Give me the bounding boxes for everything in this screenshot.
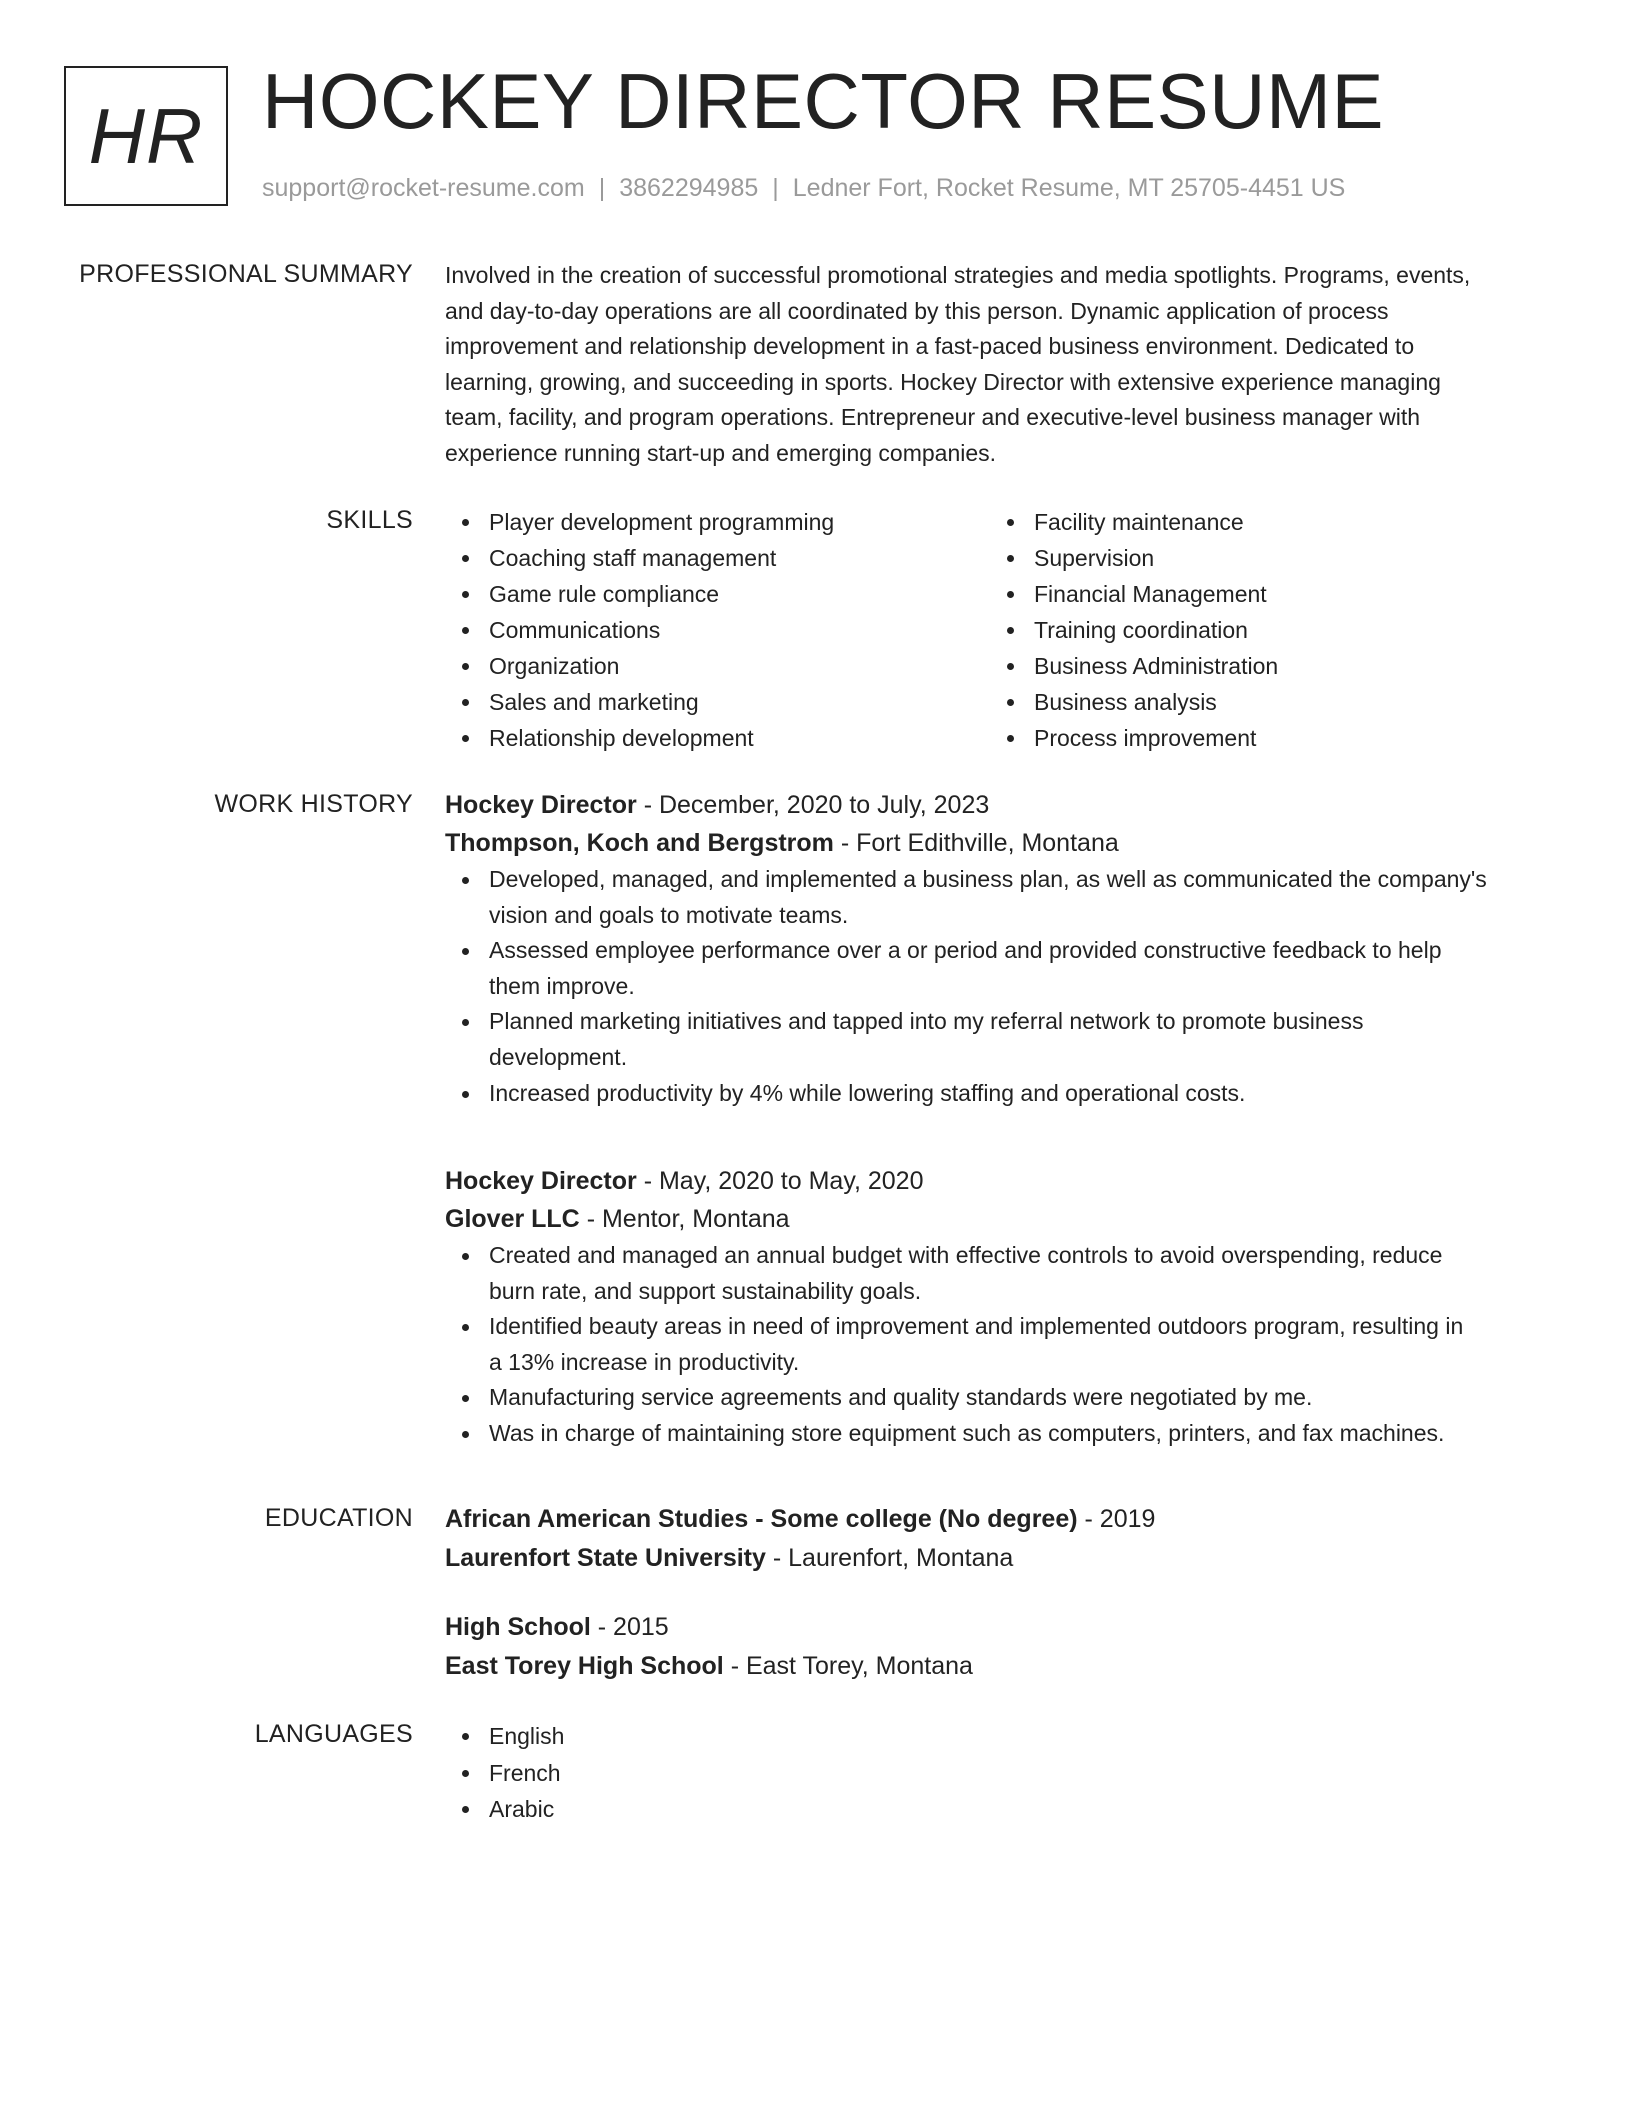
skill-item: Business analysis: [990, 684, 1535, 720]
job-entry: [445, 786, 1555, 1111]
skill-item: Communications: [445, 612, 990, 648]
education-entry: [445, 1608, 973, 1686]
skill-item: Organization: [445, 648, 990, 684]
skill-item: Facility maintenance: [990, 504, 1535, 540]
education-degree-line: [445, 1608, 973, 1647]
job-bullet-line: burn rate, and support sustainability goals.: [489, 1277, 922, 1304]
job-bullet: [445, 1309, 1555, 1380]
job-bullet-line: a 13% increase in productivity.: [489, 1348, 800, 1375]
summary-line: experience running start-up and emerging companies.: [445, 439, 997, 466]
job-company: Glover LLC: [445, 1205, 580, 1233]
job-bullet: [445, 862, 1555, 933]
language-item: English: [445, 1718, 1555, 1755]
summary-line: team, facility, and program operations. Entrepreneur and executive-level business manager with: [445, 404, 1421, 431]
job-bullet-line: Increased productivity by 4% while lowering staffing and operational costs.: [489, 1079, 1246, 1106]
skills-column-right: [990, 504, 1535, 756]
skills-body: [445, 504, 1555, 756]
job-bullet-line: Manufacturing service agreements and quality standards were negotiated by me.: [489, 1384, 1313, 1411]
contact-email[interactable]: support@rocket-resume.com: [262, 174, 585, 202]
job-bullet-line: Created and managed an annual budget with effective controls to avoid overspending, reduce: [489, 1242, 1443, 1268]
contact-phone[interactable]: 3862294985: [619, 174, 759, 202]
work-history-heading: WORK HISTORY: [214, 790, 413, 818]
education-location: - East Torey, Montana: [723, 1652, 973, 1680]
education-school-line: [445, 1647, 973, 1686]
job-bullet: [445, 1004, 1555, 1075]
summary-heading: PROFESSIONAL SUMMARY: [79, 260, 413, 288]
job-location: - Fort Edithville, Montana: [833, 829, 1119, 857]
education-entry: [445, 1500, 1555, 1578]
resume-title: HOCKEY DIRECTOR RESUME: [262, 57, 1384, 145]
education-school-line: [445, 1539, 1555, 1578]
job-title-line: [445, 1162, 1555, 1200]
skill-item: Business Administration: [990, 648, 1535, 684]
summary-body: [445, 258, 1555, 472]
contact-separator: |: [598, 174, 606, 202]
education-degree: African American Studies - Some college (No degree): [445, 1505, 1078, 1533]
job-title-line: [445, 786, 1555, 824]
skills-heading: SKILLS: [326, 506, 413, 534]
contact-address: Ledner Fort, Rocket Resume, MT 25705-4451 US: [792, 174, 1346, 202]
job-bullet-line: development.: [489, 1043, 628, 1070]
skill-item: Player development programming: [445, 504, 990, 540]
contact-line: [262, 174, 1345, 203]
skill-item: Supervision: [990, 540, 1535, 576]
summary-text: [445, 258, 1555, 472]
languages-list: [445, 1718, 1555, 1828]
languages-heading: LANGUAGES: [254, 1720, 413, 1748]
languages-body: [445, 1718, 1555, 1828]
job-bullet: [445, 1380, 1555, 1416]
job-bullet: [445, 1416, 1555, 1452]
summary-line: and day-to-day operations are all coordinated by this person. Dynamic application of process: [445, 297, 1389, 324]
job-dates: - May, 2020 to May, 2020: [636, 1167, 924, 1195]
job-bullet-line: them improve.: [489, 972, 635, 999]
job-bullet: [445, 1238, 1555, 1309]
job-dates: - December, 2020 to July, 2023: [636, 791, 990, 819]
job-bullets: [445, 1238, 1555, 1452]
job-bullet-line: Planned marketing initiatives and tapped into my referral network to promote business: [489, 1008, 1364, 1035]
job-bullet-line: vision and goals to motivate teams.: [489, 901, 849, 928]
education-school: East Torey High School: [445, 1652, 724, 1680]
job-bullets: [445, 862, 1555, 1111]
job-company: Thompson, Koch and Bergstrom: [445, 829, 834, 857]
education-body: [445, 1500, 1555, 1680]
skills-column-left: [445, 504, 990, 756]
summary-line: learning, growing, and succeeding in sports. Hockey Director with extensive experience managing: [445, 368, 1441, 395]
job-title: Hockey Director: [445, 1167, 637, 1195]
skill-item: Financial Management: [990, 576, 1535, 612]
education-school: Laurenfort State University: [445, 1544, 766, 1572]
summary-line: improvement and relationship development in a fast-paced business environment. Dedicated to: [445, 333, 1415, 360]
job-bullet: [445, 1076, 1555, 1112]
skill-item: Process improvement: [990, 720, 1535, 756]
contact-separator: |: [772, 174, 779, 202]
job-company-line: [445, 824, 1555, 862]
job-bullet-line: Was in charge of maintaining store equipment such as computers, printers, and fax machines.: [489, 1419, 1445, 1446]
education-location: - Laurenfort, Montana: [765, 1544, 1014, 1572]
skill-item: Sales and marketing: [445, 684, 990, 720]
job-bullet-line: Developed, managed, and implemented a business plan, as well as communicated the company's: [489, 866, 1487, 892]
monogram-logo: [64, 66, 228, 206]
job-title: Hockey Director: [445, 791, 637, 819]
education-heading: EDUCATION: [264, 1504, 413, 1532]
job-location: - Mentor, Montana: [579, 1205, 790, 1233]
job-bullet: [445, 933, 1555, 1004]
language-item: French: [445, 1755, 1555, 1792]
skill-item: Coaching staff management: [445, 540, 990, 576]
education-degree-line: [445, 1500, 1555, 1539]
skill-item: Training coordination: [990, 612, 1535, 648]
summary-line: Involved in the creation of successful promotional strategies and media spotlights. Programs, events,: [445, 262, 1471, 288]
job-entry: [445, 1162, 1555, 1452]
job-bullet-line: Identified beauty areas in need of improvement and implemented outdoors program, resulting in: [489, 1313, 1464, 1340]
skill-item: Relationship development: [445, 720, 990, 756]
education-year: - 2019: [1077, 1505, 1156, 1533]
skill-item: Game rule compliance: [445, 576, 990, 612]
education-year: - 2015: [590, 1613, 669, 1641]
education-degree: High School: [445, 1613, 591, 1641]
work-history-body: [445, 786, 1555, 1446]
monogram-text: HR: [88, 91, 204, 180]
job-company-line: [445, 1200, 1555, 1238]
job-bullet-line: Assessed employee performance over a or period and provided constructive feedback to help: [489, 937, 1442, 964]
language-item: Arabic: [445, 1791, 1555, 1828]
